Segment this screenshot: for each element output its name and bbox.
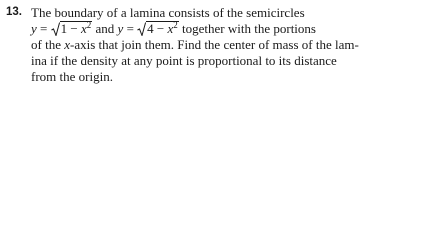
- text-segment: -axis that join them. Find the center of mass of the lam-: [70, 37, 359, 52]
- radical-sign-icon: [51, 22, 60, 36]
- radical-sign-icon: [137, 22, 146, 36]
- text-line-5: from the origin.: [31, 69, 113, 84]
- var-x: x: [167, 21, 174, 36]
- equals-sign: =: [123, 21, 138, 36]
- exponent: 2: [173, 20, 178, 30]
- square-root-2: [137, 21, 179, 37]
- exercise-text: [31, 5, 420, 85]
- text-tail: together with the portions: [178, 21, 316, 36]
- var-y: y: [117, 21, 124, 36]
- square-root-1: [51, 21, 93, 37]
- var-x: x: [64, 37, 70, 52]
- var-y: y: [31, 21, 37, 36]
- exercise-number: 13.: [6, 6, 22, 18]
- exercise-13: [6, 5, 420, 85]
- radicand-term: 4 −: [147, 21, 168, 36]
- text-line-1: The boundary of a lamina consists of the semicircles: [31, 5, 305, 20]
- exponent: 2: [86, 20, 92, 30]
- equals-sign: =: [36, 21, 51, 36]
- text-line-3: [31, 37, 420, 53]
- text-line-2: [31, 21, 420, 37]
- var-x: x: [80, 21, 87, 36]
- text-segment: of the: [31, 37, 65, 52]
- radicand-term: 1 −: [60, 21, 81, 36]
- text-line-4: ina if the density at any point is proportional to its distance: [31, 53, 337, 68]
- connector-and: and: [92, 21, 118, 36]
